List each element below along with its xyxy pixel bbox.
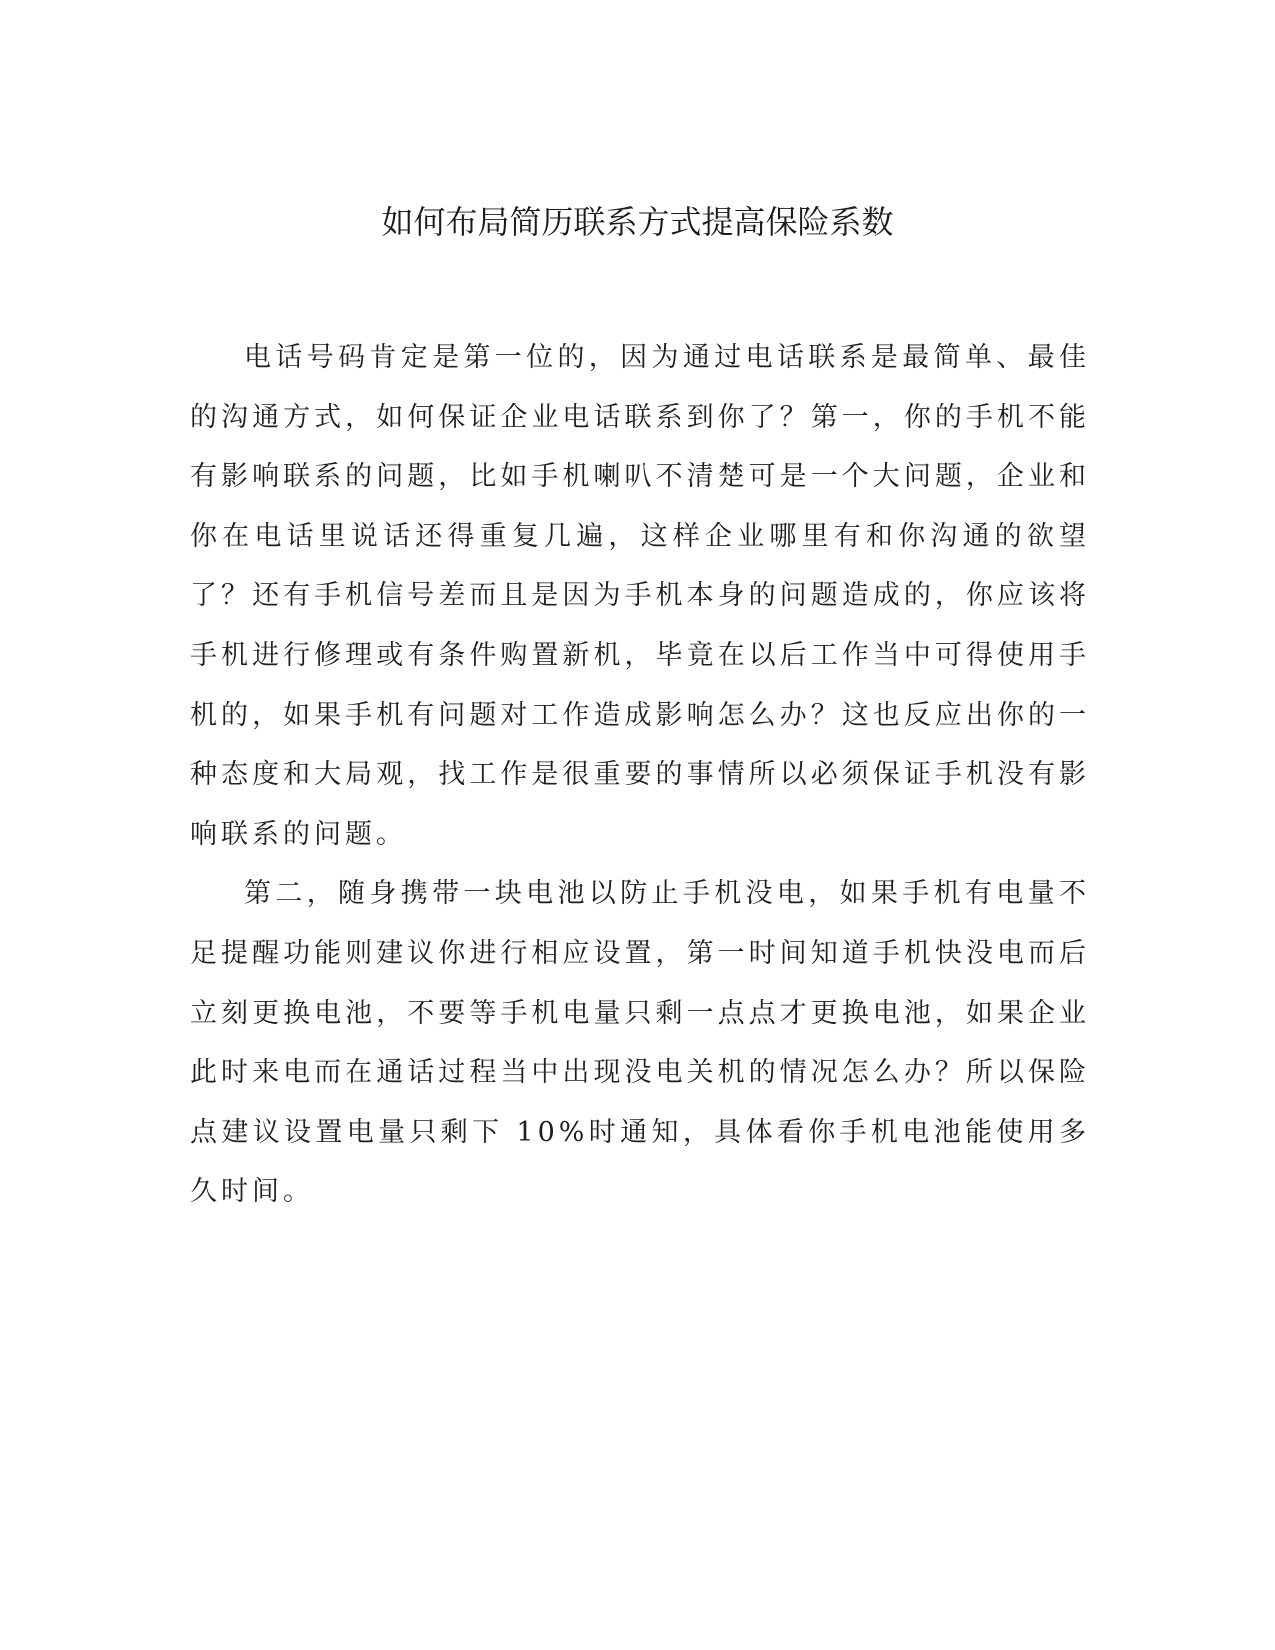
paragraph-1: 电话号码肯定是第一位的，因为通过电话联系是最简单、最佳的沟通方式，如何保证企业电话联系到你了？第一，你的手机不能有影响联系的问题，比如手机喇叭不清楚可是一个大问题，企业和你在电话里说话还得重复几遍，这样企业哪里有和你沟通的欲望了？还有手机信号差而且是因为手机本身的问题造成的，你应该将手机进行修理或有条件购置新机，毕竟在以后工作当中可得使用手机的，如果手机有问题对工作造成影响怎么办？这也反应出你的一种态度和大局观，找工作是很重要的事情所以必须保证手机没有影响联系的问题。 — [190, 342, 1090, 850]
paragraph-2: 第二，随身携带一块电池以防止手机没电，如果手机有电量不足提醒功能则建议你进行相应设置，第一时间知道手机快没电而后立刻更换电池，不要等手机电量只剩一点点才更换电池，如果企业此时来电而在通话过程当中出现没电关机的情况怎么办？所以保险点建议设置电量只剩下 10%时通知，具体看你手机电池能使用多久时间。 — [190, 878, 1090, 1208]
document-body — [190, 328, 1090, 1222]
document-title: 如何布局简历联系方式提高保险系数 — [381, 203, 894, 241]
